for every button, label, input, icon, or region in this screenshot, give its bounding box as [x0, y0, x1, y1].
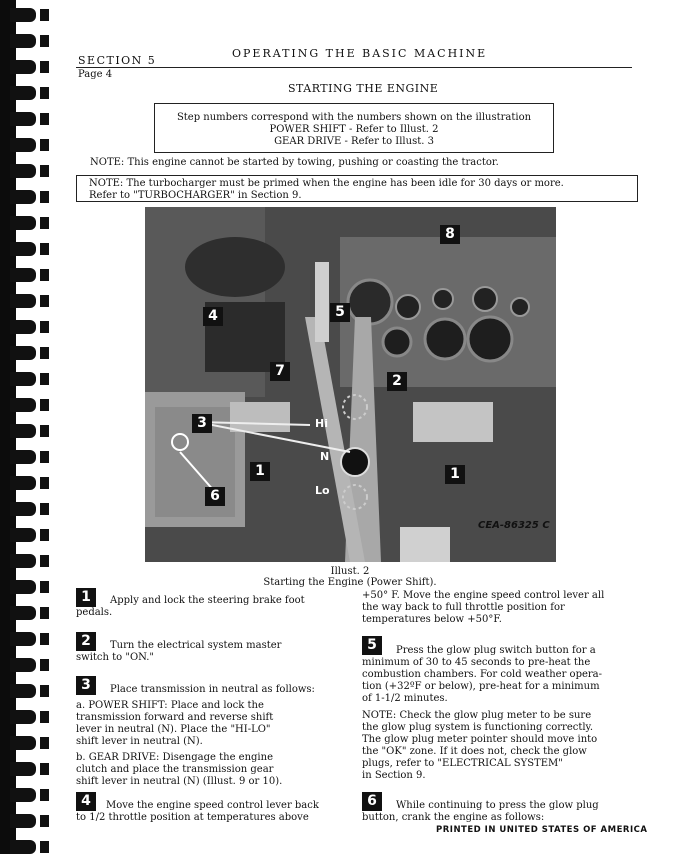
binder-ring	[10, 86, 54, 100]
binder-ring	[10, 788, 54, 802]
binder-ring	[10, 164, 54, 178]
chapter-title: OPERATING THE BASIC MACHINE	[232, 47, 488, 60]
step-4-text: Move the engine speed control lever back	[106, 800, 319, 811]
callout-1-right: 1	[445, 465, 465, 484]
manual-page	[70, 0, 700, 854]
step-5-text-cont: minimum of 30 to 45 seconds to pre-heat the combustion chambers. For cold weather opera- tion (+32ºF or below), pre-heat for a minimum of 1-1/2 minutes.	[362, 657, 603, 704]
binder-ring	[10, 814, 54, 828]
step-6-number: 6	[362, 792, 382, 811]
binder-spine	[0, 0, 70, 854]
tractor-controls-illustration	[145, 207, 556, 562]
printed-footer: PRINTED IN UNITED STATES OF AMERICA	[436, 825, 648, 835]
info-line: POWER SHIFT - Refer to Illust. 2	[269, 124, 439, 135]
binder-ring	[10, 658, 54, 672]
note-turbocharger-box	[76, 175, 638, 202]
binder-ring	[10, 372, 54, 386]
binder-ring	[10, 710, 54, 724]
step-5-number: 5	[362, 636, 382, 655]
step-3-gear-drive: b. GEAR DRIVE: Disengage the engine clutch and place the transmission gear shift lever in neutral (N) (Illust. 9 or 10).	[76, 752, 283, 787]
binder-ring	[10, 190, 54, 204]
header-rule	[76, 67, 632, 68]
page-heading: STARTING THE ENGINE	[288, 82, 439, 95]
binder-ring	[10, 138, 54, 152]
binder-ring	[10, 840, 54, 854]
binder-ring	[10, 8, 54, 22]
note-line: NOTE: The turbocharger must be primed when the engine has been idle for 30 days or more.	[89, 178, 564, 189]
callout-4: 4	[203, 307, 223, 326]
note-towing: NOTE: This engine cannot be started by towing, pushing or coasting the tractor.	[90, 157, 499, 168]
label-n: N	[320, 450, 330, 463]
callout-7: 7	[270, 362, 290, 381]
binder-ring	[10, 736, 54, 750]
step-1-text-cont: pedals.	[76, 607, 113, 618]
binder-ring	[10, 762, 54, 776]
step-3-power-shift: a. POWER SHIFT: Place and lock the transmission forward and reverse shift lever in neutral (N). Place the "HI-LO" shift lever in neutral (N).	[76, 700, 274, 747]
binder-ring	[10, 242, 54, 256]
step-4-continued: +50° F. Move the engine speed control lever all the way back to full throttle position for temperatures below +50°F.	[362, 590, 605, 625]
callout-2: 2	[387, 372, 407, 391]
section-label: SECTION 5	[78, 54, 157, 67]
binder-ring	[10, 34, 54, 48]
binder-ring	[10, 684, 54, 698]
label-lo: Lo	[315, 484, 330, 497]
binder-ring	[10, 528, 54, 542]
step-6-text-cont: button, crank the engine as follows:	[362, 812, 545, 823]
binder-ring	[10, 450, 54, 464]
step-1-text: Apply and lock the steering brake foot	[110, 595, 305, 606]
note-glow-plug: NOTE: Check the glow plug meter to be sure the glow plug system is functioning correctly. The glow plug meter pointer should move into the "OK" zone. If it does not, check the glow plugs, refer to "ELECTRICAL SYSTEM" in Section 9.	[362, 710, 598, 781]
step-2-text-cont: switch to "ON."	[76, 652, 155, 663]
step-5-text: Press the glow plug switch button for a	[396, 645, 596, 656]
callout-6: 6	[205, 487, 225, 506]
step-3-number: 3	[76, 676, 96, 695]
step-6-text: While continuing to press the glow plug	[396, 800, 599, 811]
info-line: Step numbers correspond with the numbers shown on the illustration	[176, 112, 532, 123]
binder-ring	[10, 294, 54, 308]
caption-number: Illust. 2	[330, 566, 370, 577]
info-box	[154, 103, 554, 153]
callout-3: 3	[192, 414, 212, 433]
step-2-text: Turn the electrical system master	[110, 640, 282, 651]
page-number: Page 4	[78, 69, 113, 80]
caption-title: Starting the Engine (Power Shift).	[263, 577, 437, 588]
note-line: Refer to "TURBOCHARGER" in Section 9.	[89, 190, 302, 201]
binder-ring	[10, 554, 54, 568]
illustration-code: CEA-86325 C	[478, 520, 550, 531]
binder-ring	[10, 502, 54, 516]
binder-ring	[10, 60, 54, 74]
binder-ring	[10, 476, 54, 490]
binder-ring	[10, 632, 54, 646]
info-line: GEAR DRIVE - Refer to Illust. 3	[274, 136, 434, 147]
binder-ring	[10, 424, 54, 438]
binder-ring	[10, 320, 54, 334]
binder-ring	[10, 112, 54, 126]
step-3-text: Place transmission in neutral as follows:	[110, 684, 315, 695]
step-4-number: 4	[76, 792, 96, 811]
callout-5: 5	[330, 303, 350, 322]
binder-ring	[10, 268, 54, 282]
binder-ring	[10, 346, 54, 360]
binder-ring	[10, 580, 54, 594]
step-1-number: 1	[76, 588, 96, 607]
step-4-text-cont: to 1/2 throttle position at temperatures above	[76, 812, 309, 823]
illustration-photo	[145, 207, 556, 562]
callout-1-left: 1	[250, 462, 270, 481]
callout-8: 8	[440, 225, 460, 244]
step-2-number: 2	[76, 632, 96, 651]
binder-ring	[10, 216, 54, 230]
label-hi: Hi	[315, 417, 328, 430]
binder-ring	[10, 606, 54, 620]
binder-ring	[10, 398, 54, 412]
